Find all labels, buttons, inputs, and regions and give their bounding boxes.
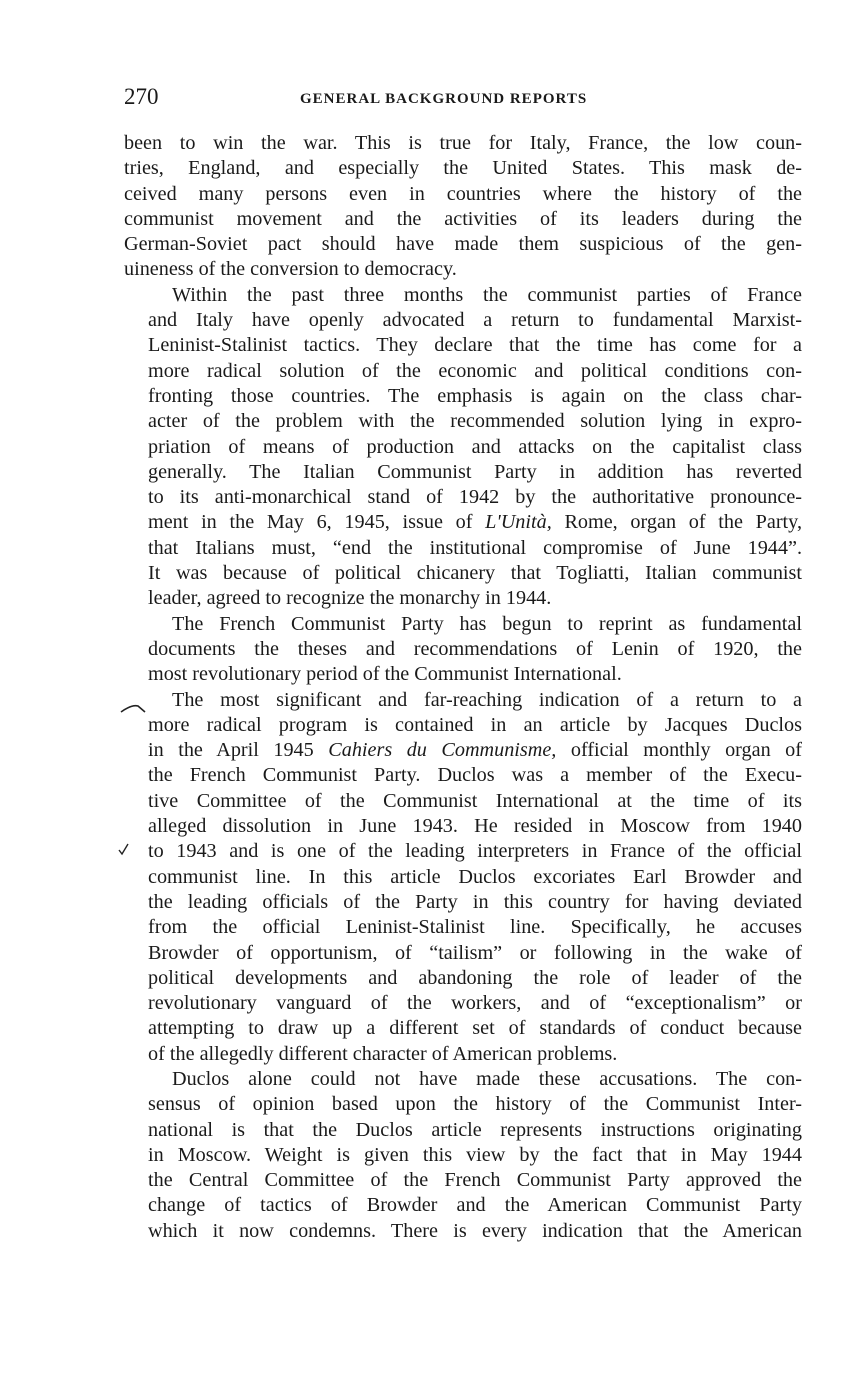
text-line: fronting those countries. The emphasis is again on the class char- xyxy=(148,384,802,407)
text-line: more radical program is contained in an article by Jacques Duclos xyxy=(148,713,802,736)
text-line: tries, England, and especially the United States. This mask de- xyxy=(124,157,802,180)
text-line: sensus of opinion based upon the history of the Communist Inter- xyxy=(148,1093,802,1116)
text-line: political developments and abandoning the role of leader of the xyxy=(148,966,802,989)
text-line: to 1943 and is one of the leading interpreters in France of the official xyxy=(148,840,802,863)
text-line: in Moscow. Weight is given this view by the fact that in May 1944 xyxy=(148,1143,802,1166)
text-line: most revolutionary period of the Communist International. xyxy=(148,663,622,686)
text-line: that Italians must, “end the institutional compromise of June 1944”. xyxy=(148,536,802,559)
text-line: national is that the Duclos article represents instructions originating xyxy=(148,1118,802,1141)
text-line: acter of the problem with the recommended solution lying in expro- xyxy=(148,410,802,433)
text-line: tive Committee of the Communist International at the time of its xyxy=(148,789,802,812)
text-line: alleged dissolution in June 1943. He resided in Moscow from 1940 xyxy=(148,815,802,838)
text-line: been to win the war. This is true for Italy, France, the low coun- xyxy=(124,132,802,154)
page-number: 270 xyxy=(124,84,159,109)
paragraph-3 xyxy=(124,612,802,688)
text-line: generally. The Italian Communist Party in addition has reverted xyxy=(148,460,802,483)
text-fragment: Rome, organ of the Party, xyxy=(551,511,802,534)
text-line: It was because of political chicanery that Togliatti, Italian communist xyxy=(148,562,802,585)
text-line: revolutionary vanguard of the workers, and of “exceptionalism” or xyxy=(148,992,802,1015)
text-line: which it now condemns. There is every indication that the American xyxy=(148,1219,802,1242)
text-line: and Italy have openly advocated a return to fundamental Marxist- xyxy=(148,309,802,332)
text-line: Duclos alone could not have made these accusations. The con- xyxy=(172,1067,802,1090)
text-fragment: official monthly organ of xyxy=(556,739,803,762)
page-header xyxy=(124,84,804,114)
body-text xyxy=(124,131,802,1244)
text-fragment: in the April 1945 xyxy=(148,739,329,762)
text-line: the leading officials of the Party in this country for having deviated xyxy=(148,890,802,913)
text-line: communist line. In this article Duclos excoriates Earl Browder and xyxy=(148,865,802,888)
text-line: ceived many persons even in countries where the history of the xyxy=(124,182,802,205)
text-line: more radical solution of the economic and political conditions con- xyxy=(148,359,802,382)
text-line: from the official Leninist-Stalinist line. Specifically, he accuses xyxy=(148,916,802,939)
text-line: of the allegedly different character of American problems. xyxy=(148,1042,618,1065)
paragraph-4 xyxy=(124,688,802,1067)
text-line: priation of means of production and attacks on the capitalist class xyxy=(148,435,802,458)
running-head: GENERAL BACKGROUND REPORTS xyxy=(300,91,588,107)
text-line: leader, agreed to recognize the monarchy in 1944. xyxy=(148,587,552,610)
text-line: Leninist-Stalinist tactics. They declare that the time has come for a xyxy=(148,334,802,357)
text-line: The most significant and far-reaching indication of a return to a xyxy=(172,688,802,711)
text-line: Browder of opportunism, of “tailism” or following in the wake of xyxy=(148,941,802,964)
text-line: documents the theses and recommendations of Lenin of 1920, the xyxy=(148,637,802,660)
text-line: communist movement and the activities of its leaders during the xyxy=(124,207,802,230)
text-line: Within the past three months the communist parties of France xyxy=(172,283,802,306)
text-line: change of tactics of Browder and the American Communist Party xyxy=(148,1194,802,1217)
paragraph-2 xyxy=(124,283,802,612)
text-line: the French Communist Party. Duclos was a member of the Execu- xyxy=(148,764,802,787)
text-line: attempting to draw up a different set of standards of conduct because xyxy=(148,1017,802,1040)
text-fragment: ment in the May 6, 1945, issue of xyxy=(148,511,486,534)
publication-title-cahiers: Cahiers du Communisme, xyxy=(328,739,557,762)
text-line xyxy=(124,510,802,535)
publication-title-lunita: L'Unità, xyxy=(485,511,552,534)
text-line: uineness of the conversion to democracy. xyxy=(124,258,457,281)
text-line xyxy=(124,738,802,763)
paragraph-5 xyxy=(124,1067,802,1244)
text-line: The French Communist Party has begun to reprint as fundamental xyxy=(172,612,802,635)
text-line: the Central Committee of the French Communist Party approved the xyxy=(148,1169,802,1192)
text-line: to its anti-monarchical stand of 1942 by the authoritative pronounce- xyxy=(148,486,802,509)
paragraph-1 xyxy=(124,131,802,283)
text-line: German-Soviet pact should have made them suspicious of the gen- xyxy=(124,233,802,256)
